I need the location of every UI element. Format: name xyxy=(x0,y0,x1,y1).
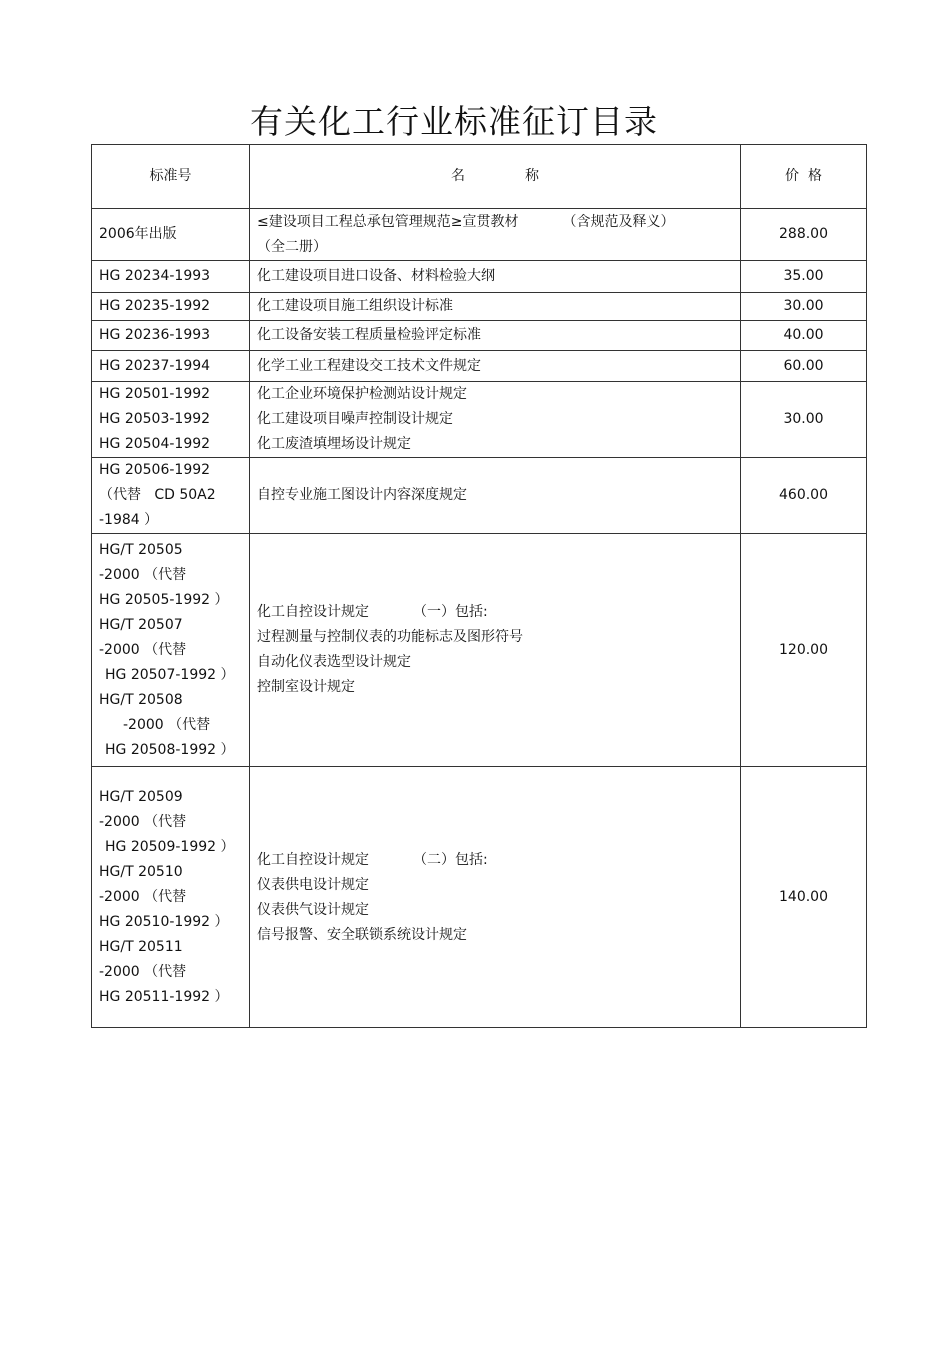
standard-name: 自控专业施工图设计内容深度规定 xyxy=(257,487,467,503)
name-note: （二）包括: xyxy=(413,851,488,868)
name-cell xyxy=(250,261,741,293)
name-cell xyxy=(250,767,741,1028)
table-row xyxy=(92,321,867,351)
table-row xyxy=(92,209,867,261)
name-note: （一）包括: xyxy=(413,604,488,620)
header-price: 价 格 xyxy=(741,145,867,209)
name-cell xyxy=(250,382,741,458)
standard-name: 化工建设项目施工组织设计标准 xyxy=(257,298,453,314)
standard-code: HG 20509-1992 ） xyxy=(105,839,235,855)
code-cell xyxy=(92,458,250,534)
code-cell xyxy=(92,293,250,321)
name-cell xyxy=(250,293,741,321)
table-header-row xyxy=(92,145,867,209)
standard-code: HG 20506-1992 xyxy=(99,462,211,478)
standard-code: HG 20236-1993 xyxy=(99,327,211,343)
header-code: 标准号 xyxy=(92,145,250,209)
standard-code: HG 20504-1992 xyxy=(99,436,211,452)
standard-name: 仪表供电设计规定 xyxy=(257,876,369,893)
standard-code: -2000 （代替 xyxy=(99,566,187,583)
standard-code: HG 20235-1992 xyxy=(99,298,211,314)
name-cell xyxy=(250,209,741,261)
price-cell: 120.00 xyxy=(741,534,867,767)
standard-code: -2000 （代替 xyxy=(99,814,187,830)
name-cell xyxy=(250,321,741,351)
name-note: （含规范及释义） xyxy=(562,213,675,230)
table-row xyxy=(92,293,867,321)
standard-code: HG/T 20508 xyxy=(99,691,183,708)
table-row xyxy=(92,351,867,382)
code-cell xyxy=(92,351,250,382)
table-row xyxy=(92,458,867,534)
price-cell: 140.00 xyxy=(741,767,867,1028)
page-title: 有关化工行业标准征订目录 xyxy=(250,102,658,141)
standard-name: 化学工业工程建设交工技术文件规定 xyxy=(257,357,481,374)
standard-code: HG 20511-1992 ） xyxy=(99,989,229,1005)
standard-code: HG 20503-1992 xyxy=(99,411,211,427)
standard-name: （全二册） xyxy=(257,238,327,255)
price-cell: 30.00 xyxy=(741,293,867,321)
standard-code: HG/T 20509 xyxy=(99,789,183,805)
standard-code: -2000 （代替 xyxy=(123,716,211,733)
standard-name: 化工设备安装工程质量检验评定标准 xyxy=(257,327,481,343)
standard-code: HG 20510-1992 ） xyxy=(99,914,229,930)
standard-code: HG 20507-1992 ） xyxy=(105,666,235,683)
standard-name: 信号报警、安全联锁系统设计规定 xyxy=(257,926,467,943)
standard-code: -2000 （代替 xyxy=(99,964,187,980)
standard-code: HG/T 20511 xyxy=(99,939,183,955)
standard-code: HG 20508-1992 ） xyxy=(105,741,235,758)
price-cell: 460.00 xyxy=(741,458,867,534)
price-cell: 35.00 xyxy=(741,261,867,293)
standard-name: 化工废渣填埋场设计规定 xyxy=(257,436,411,452)
standard-name: 仪表供气设计规定 xyxy=(257,901,369,918)
table-row xyxy=(92,767,867,1028)
price-cell: 30.00 xyxy=(741,382,867,458)
code-cell xyxy=(92,382,250,458)
standard-name: 化工企业环境保护检测站设计规定 xyxy=(257,386,467,402)
standard-name: ≤建设项目工程总承包管理规范≥宣贯教材 （含规范及释义） xyxy=(257,213,675,230)
standard-code: -2000 （代替 xyxy=(99,889,187,905)
standard-code: HG/T 20505 xyxy=(99,541,183,558)
table-row xyxy=(92,261,867,293)
standard-code: -2000 （代替 xyxy=(99,641,187,658)
standard-code: HG 20501-1992 xyxy=(99,386,211,402)
table-row xyxy=(92,382,867,458)
standard-name: 化工自控设计规定 （二）包括: xyxy=(257,851,488,868)
header-name-a: 名 xyxy=(451,168,465,184)
standard-code: 2006年出版 xyxy=(99,226,177,242)
code-cell xyxy=(92,261,250,293)
header-name xyxy=(250,145,741,209)
header-name-b: 称 xyxy=(525,168,539,184)
standard-name: 控制室设计规定 xyxy=(257,679,355,695)
price-cell: 40.00 xyxy=(741,321,867,351)
table-row xyxy=(92,534,867,767)
standard-code: HG 20234-1993 xyxy=(99,268,211,284)
standard-name: 过程测量与控制仪表的功能标志及图形符号 xyxy=(257,629,523,645)
standard-name: 化工建设项目噪声控制设计规定 xyxy=(257,411,453,427)
standard-code: HG 20237-1994 xyxy=(99,357,211,374)
standard-code: HG 20505-1992 ） xyxy=(99,591,229,608)
price-cell: 288.00 xyxy=(741,209,867,261)
standard-code: HG/T 20507 xyxy=(99,616,183,633)
standard-name: 化工建设项目进口设备、材料检验大纲 xyxy=(257,268,495,284)
name-cell xyxy=(250,534,741,767)
name-cell xyxy=(250,351,741,382)
standard-code: -1984 ） xyxy=(99,512,159,528)
standard-name: 自动化仪表选型设计规定 xyxy=(257,654,411,670)
code-cell xyxy=(92,321,250,351)
code-cell xyxy=(92,209,250,261)
standard-name: 化工自控设计规定 （一）包括: xyxy=(257,604,488,620)
catalog-table xyxy=(91,144,867,1028)
code-cell xyxy=(92,767,250,1028)
price-cell: 60.00 xyxy=(741,351,867,382)
name-cell xyxy=(250,458,741,534)
standard-code: （代替 CD 50A2 xyxy=(99,487,216,503)
code-cell xyxy=(92,534,250,767)
standard-code: HG/T 20510 xyxy=(99,864,183,880)
